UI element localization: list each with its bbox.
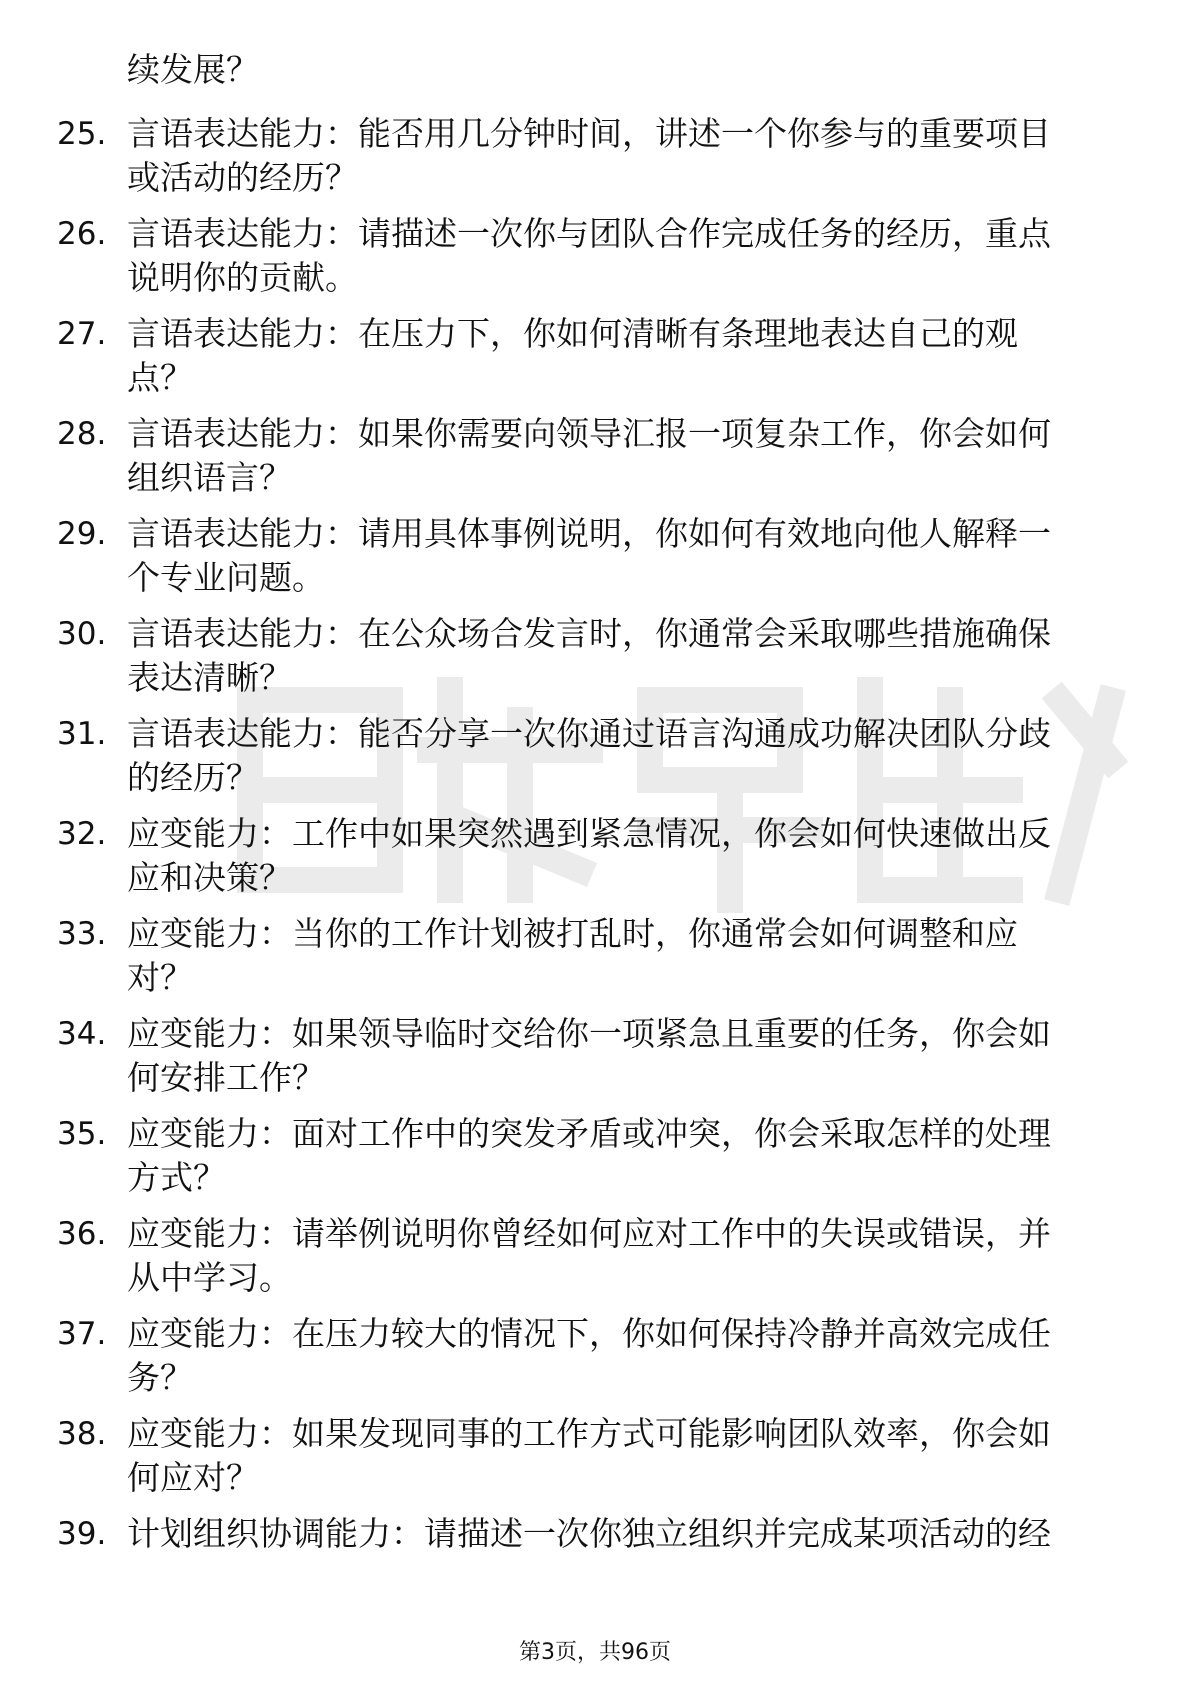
question-list: [0, 112, 1190, 1612]
question-text: [127, 1212, 1127, 1300]
question-number: 28.: [57, 416, 107, 452]
question-text: [127, 1512, 1127, 1556]
question-item: [0, 512, 1190, 612]
question-text-line: 言语表达能力：能否分享一次你通过语言沟通成功解决团队分歧: [127, 714, 1051, 753]
question-item: [0, 1512, 1190, 1612]
question-text-line: 应变能力：当你的工作计划被打乱时，你通常会如何调整和应: [127, 914, 1018, 953]
question-text: [127, 112, 1127, 200]
question-item: [0, 812, 1190, 912]
question-item: [0, 412, 1190, 512]
question-text-line: 言语表达能力：在公众场合发言时，你通常会采取哪些措施确保: [127, 614, 1051, 653]
question-text-line: 应和决策？: [127, 858, 292, 897]
continuation-text: 续发展？: [127, 50, 259, 89]
question-item: [0, 1412, 1190, 1512]
question-text-line: 言语表达能力：请描述一次你与团队合作完成任务的经历，重点: [127, 214, 1051, 253]
question-number: 35.: [57, 1116, 107, 1152]
question-text-line: 应变能力：工作中如果突然遇到紧急情况，你会如何快速做出反: [127, 814, 1051, 853]
question-text-line: 何应对？: [127, 1458, 259, 1497]
question-text-line: 言语表达能力：如果你需要向领导汇报一项复杂工作，你会如何: [127, 414, 1051, 453]
question-text-line: 何安排工作？: [127, 1058, 325, 1097]
question-item: [0, 1012, 1190, 1112]
question-item: [0, 1112, 1190, 1212]
question-text-line: 言语表达能力：能否用几分钟时间，讲述一个你参与的重要项目: [127, 114, 1051, 153]
question-text-line: 计划组织协调能力：请描述一次你独立组织并完成某项活动的经: [127, 1514, 1051, 1553]
question-text: [127, 512, 1127, 600]
question-text-line: 个专业问题。: [127, 558, 325, 597]
question-text-line: 或活动的经历？: [127, 158, 358, 197]
question-text: [127, 212, 1127, 300]
question-text-line: 应变能力：如果领导临时交给你一项紧急且重要的任务，你会如: [127, 1014, 1051, 1053]
question-number: 31.: [57, 716, 107, 752]
question-text: [127, 612, 1127, 700]
question-text: [127, 312, 1127, 400]
question-number: 39.: [57, 1516, 107, 1552]
question-text-line: 言语表达能力：在压力下，你如何清晰有条理地表达自己的观: [127, 314, 1018, 353]
question-number: 27.: [57, 316, 107, 352]
question-text-line: 应变能力：如果发现同事的工作方式可能影响团队效率，你会如: [127, 1414, 1051, 1453]
question-item: [0, 712, 1190, 812]
question-text: [127, 1312, 1127, 1400]
question-text: [127, 1112, 1127, 1200]
question-text-line: 组织语言？: [127, 458, 292, 497]
question-text-line: 应变能力：在压力较大的情况下，你如何保持冷静并高效完成任: [127, 1314, 1051, 1353]
page-footer: 第3页，共96页: [519, 1640, 671, 1665]
question-text: [127, 712, 1127, 800]
question-item: [0, 312, 1190, 412]
question-text-line: 表达清晰？: [127, 658, 292, 697]
question-text-line: 对？: [127, 958, 193, 997]
question-text-line: 方式？: [127, 1158, 226, 1197]
question-text-line: 说明你的贡献。: [127, 258, 358, 297]
question-item: [0, 1312, 1190, 1412]
question-number: 33.: [57, 916, 107, 952]
question-item: [0, 212, 1190, 312]
question-text: [127, 1012, 1127, 1100]
question-number: 34.: [57, 1016, 107, 1052]
question-text-line: 应变能力：面对工作中的突发矛盾或冲突，你会采取怎样的处理: [127, 1114, 1051, 1153]
question-number: 37.: [57, 1316, 107, 1352]
question-item: [0, 612, 1190, 712]
question-text-line: 言语表达能力：请用具体事例说明，你如何有效地向他人解释一: [127, 514, 1051, 553]
question-item: [0, 112, 1190, 212]
question-text: [127, 412, 1127, 500]
question-item: [0, 912, 1190, 1012]
question-number: 25.: [57, 116, 107, 152]
question-number: 30.: [57, 616, 107, 652]
question-text-line: 务？: [127, 1358, 193, 1397]
question-number: 32.: [57, 816, 107, 852]
question-number: 38.: [57, 1416, 107, 1452]
question-text-line: 应变能力：请举例说明你曾经如何应对工作中的失误或错误，并: [127, 1214, 1051, 1253]
question-number: 29.: [57, 516, 107, 552]
question-number: 36.: [57, 1216, 107, 1252]
question-item: [0, 1212, 1190, 1312]
question-text-line: 从中学习。: [127, 1258, 292, 1297]
question-text: [127, 812, 1127, 900]
question-text-line: 的经历？: [127, 758, 259, 797]
question-text-line: 点？: [127, 358, 193, 397]
question-text: [127, 1412, 1127, 1500]
question-text: [127, 912, 1127, 1000]
question-number: 26.: [57, 216, 107, 252]
